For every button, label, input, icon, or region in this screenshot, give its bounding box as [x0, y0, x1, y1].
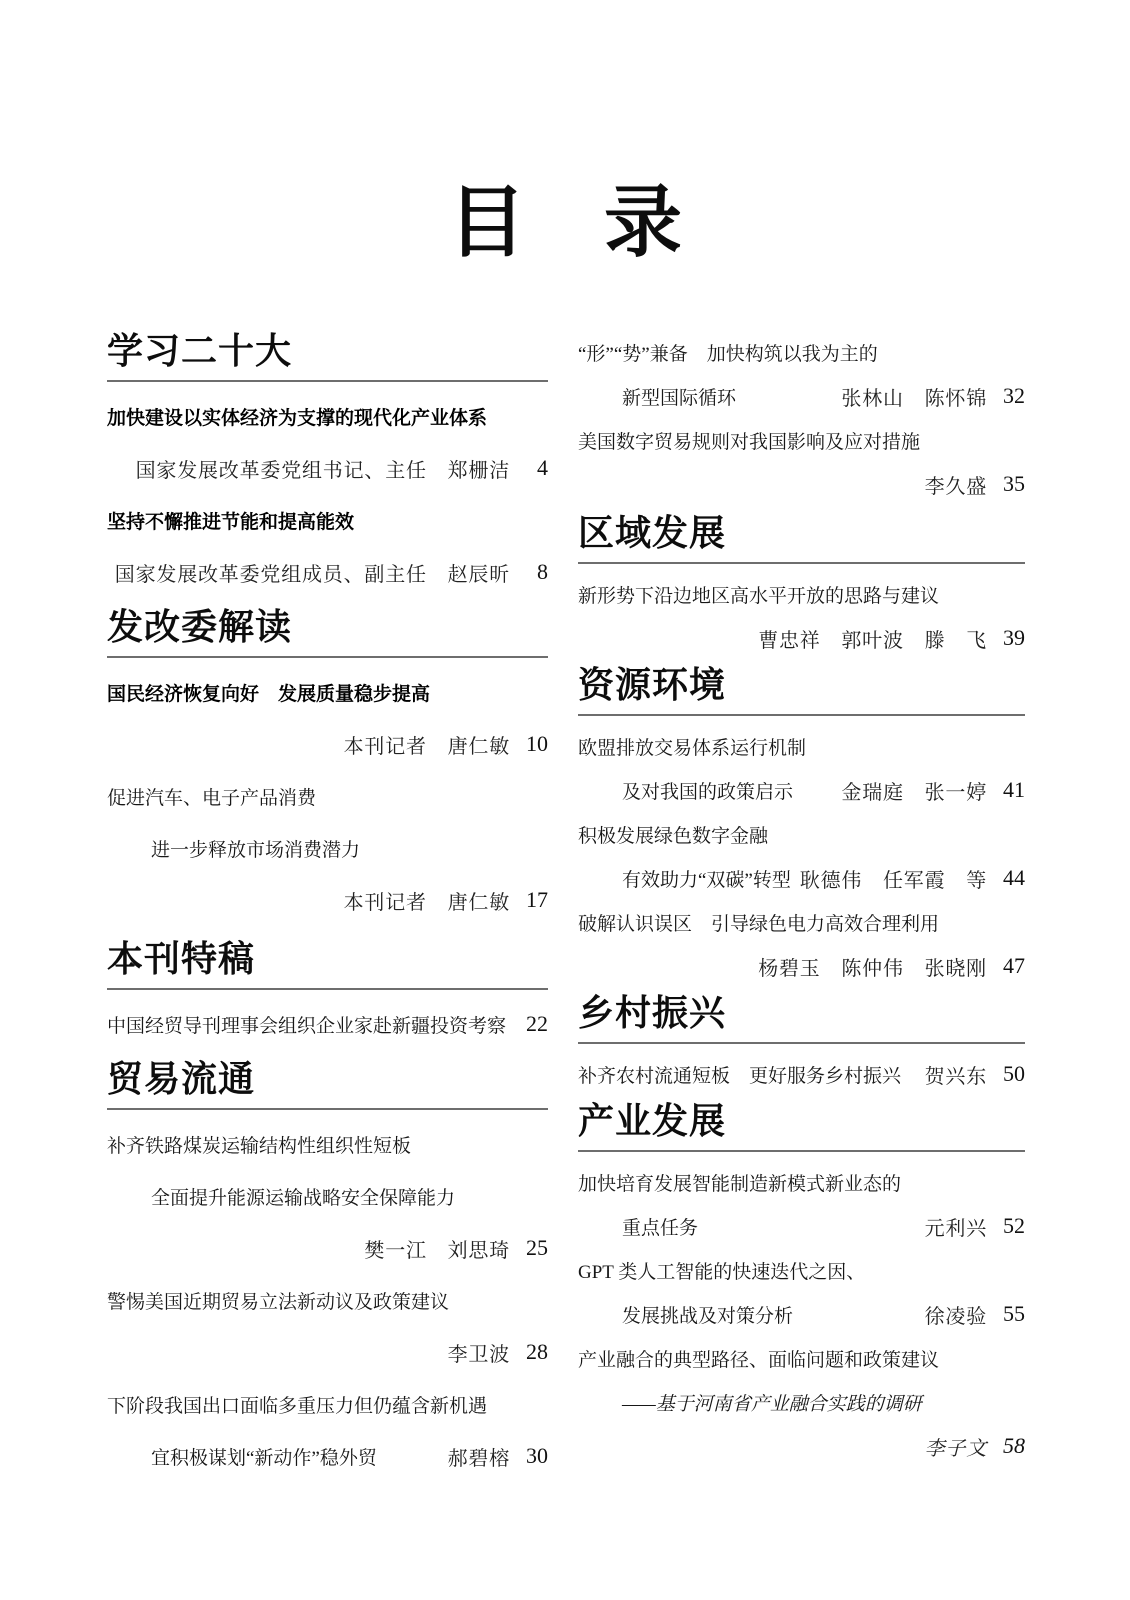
page-number: 52 [1003, 1213, 1025, 1238]
author-page-line [107, 874, 548, 926]
author-page-line [107, 1326, 548, 1378]
author-page-line [107, 1222, 548, 1274]
section-heading: 发改委解读 [107, 606, 548, 658]
article-authors: 张林山 陈怀锦 [841, 387, 987, 410]
author-page-line [107, 718, 548, 770]
article-title-continued: 重点任务 [622, 1217, 699, 1239]
article-title-line [107, 666, 548, 718]
article-subtitle-line [578, 1292, 1025, 1336]
section-heading: 资源环境 [578, 664, 1025, 716]
article-authors: 国家发展改革委党组成员、副主任 赵辰昕 [114, 563, 510, 586]
article-title-line [578, 418, 1025, 462]
article-subtitle-line [578, 1380, 1025, 1424]
page-title: 目 录 [447, 179, 682, 266]
article-title: 中国经贸导刊理事会组织企业家赴新疆投资考察 [107, 1015, 507, 1037]
author-page-line [578, 616, 1025, 660]
article-title-line [578, 812, 1025, 856]
article-title-line [578, 1336, 1025, 1380]
page-number: 30 [526, 1443, 548, 1468]
article-authors: 李卫波 [447, 1343, 510, 1366]
article-title-line [107, 1378, 548, 1430]
article-title-line [578, 572, 1025, 616]
page-number: 44 [1003, 865, 1025, 890]
article-title-continued: 新型国际循环 [622, 387, 737, 409]
author-page-line [578, 1424, 1025, 1468]
article-title: 加快建设以实体经济为支撑的现代化产业体系 [107, 407, 488, 429]
article-authors: 国家发展改革委党组书记、主任 郑栅洁 [135, 459, 510, 482]
section-heading: 产业发展 [578, 1100, 1025, 1152]
page-number: 50 [1003, 1061, 1025, 1086]
article-title-line [578, 724, 1025, 768]
article-title: 下阶段我国出口面临多重压力但仍蕴含新机遇 [107, 1395, 488, 1417]
author-page-line [578, 462, 1025, 506]
page-number: 39 [1003, 625, 1025, 650]
article-authors: 贺兴东 [924, 1065, 987, 1088]
section-heading: 乡村振兴 [578, 992, 1025, 1044]
article-title-continued: 进一步释放市场消费潜力 [151, 839, 361, 861]
toc-right-column [578, 330, 1025, 1468]
article-title: 补齐农村流通短板 更好服务乡村振兴 [578, 1065, 902, 1087]
author-page-line [107, 546, 548, 598]
article-title-continued: 及对我国的政策启示 [622, 781, 794, 803]
page-number: 58 [1003, 1433, 1025, 1458]
article-title-line [107, 770, 548, 822]
page-number: 4 [537, 455, 548, 480]
article-title-continued: 宜积极谋划“新动作”稳外贸 [151, 1447, 377, 1469]
article-title-line [107, 1118, 548, 1170]
page-number: 35 [1003, 471, 1025, 496]
article-title: 警惕美国近期贸易立法新动议及政策建议 [107, 1291, 450, 1313]
article-title: 欧盟排放交易体系运行机制 [578, 737, 807, 759]
page-number: 28 [526, 1339, 548, 1364]
article-title-continued: 发展挑战及对策分析 [622, 1305, 794, 1327]
article-authors: 金瑞庭 张一婷 [841, 781, 987, 804]
article-title: 国民经济恢复向好 发展质量稳步提高 [107, 683, 431, 705]
page-number: 47 [1003, 953, 1025, 978]
article-subtitle-line [107, 822, 548, 874]
article-title-line [578, 1160, 1025, 1204]
article-title-continued: 全面提升能源运输战略安全保障能力 [151, 1187, 456, 1209]
article-title: 新形势下沿边地区高水平开放的思路与建议 [578, 585, 940, 607]
article-title: 美国数字贸易规则对我国影响及应对措施 [578, 431, 921, 453]
article-title: 加快培育发展智能制造新模式新业态的 [578, 1173, 902, 1195]
article-title: 坚持不懈推进节能和提高能效 [107, 511, 355, 533]
page-number: 25 [526, 1235, 548, 1260]
page-number: 55 [1003, 1301, 1025, 1326]
article-authors: 杨碧玉 陈仲伟 张晓刚 [758, 957, 987, 980]
article-authors: 郝碧榕 [447, 1447, 510, 1470]
page-number: 8 [537, 559, 548, 584]
article-title-line [107, 998, 548, 1050]
article-authors: 李子文 [924, 1437, 987, 1460]
article-authors: 徐凌验 [924, 1305, 987, 1328]
article-title: 促进汽车、电子产品消费 [107, 787, 317, 809]
article-subtitle-line [578, 856, 1025, 900]
article-subtitle-line [107, 1430, 548, 1482]
article-title-line [107, 1274, 548, 1326]
article-title-line [107, 494, 548, 546]
article-authors: 樊一江 刘思琦 [364, 1239, 510, 1262]
article-title-continued: 有效助力“双碳”转型 [622, 869, 791, 891]
article-subtitle-line [107, 1170, 548, 1222]
article-subtitle: ——基于河南省产业融合实践的调研 [622, 1393, 922, 1415]
article-authors: 本刊记者 唐仁敏 [343, 891, 510, 914]
section-heading: 区域发展 [578, 512, 1025, 564]
article-subtitle-line [578, 1204, 1025, 1248]
toc-left-column [107, 330, 548, 1482]
article-title: 产业融合的典型路径、面临问题和政策建议 [578, 1349, 940, 1371]
article-authors: 耿德伟 任军霞 等 [799, 869, 987, 892]
author-page-line [578, 944, 1025, 988]
section-heading: 学习二十大 [107, 330, 548, 382]
article-title: 补齐铁路煤炭运输结构性组织性短板 [107, 1135, 412, 1157]
article-authors: 本刊记者 唐仁敏 [343, 735, 510, 758]
article-subtitle-line [578, 768, 1025, 812]
article-title: GPT 类人工智能的快速迭代之因、 [578, 1261, 866, 1283]
section-heading: 本刊特稿 [107, 938, 548, 990]
article-title-line [578, 1052, 1025, 1096]
article-title: “形”“势”兼备 加快构筑以我为主的 [578, 343, 878, 365]
article-title-line [107, 390, 548, 442]
page-number: 41 [1003, 777, 1025, 802]
author-page-line [107, 442, 548, 494]
page-number: 22 [526, 1011, 548, 1036]
article-authors: 元利兴 [924, 1217, 987, 1240]
article-title: 破解认识误区 引导绿色电力高效合理利用 [578, 913, 940, 935]
article-title-line [578, 330, 1025, 374]
article-title-line [578, 1248, 1025, 1292]
section-heading: 贸易流通 [107, 1058, 548, 1110]
article-authors: 曹忠祥 郭叶波 滕 飞 [758, 629, 987, 652]
article-title: 积极发展绿色数字金融 [578, 825, 769, 847]
article-title-line [578, 900, 1025, 944]
page-number: 32 [1003, 383, 1025, 408]
page-number: 10 [526, 731, 548, 756]
article-authors: 李久盛 [924, 475, 987, 498]
article-subtitle-line [578, 374, 1025, 418]
page-number: 17 [526, 887, 548, 912]
